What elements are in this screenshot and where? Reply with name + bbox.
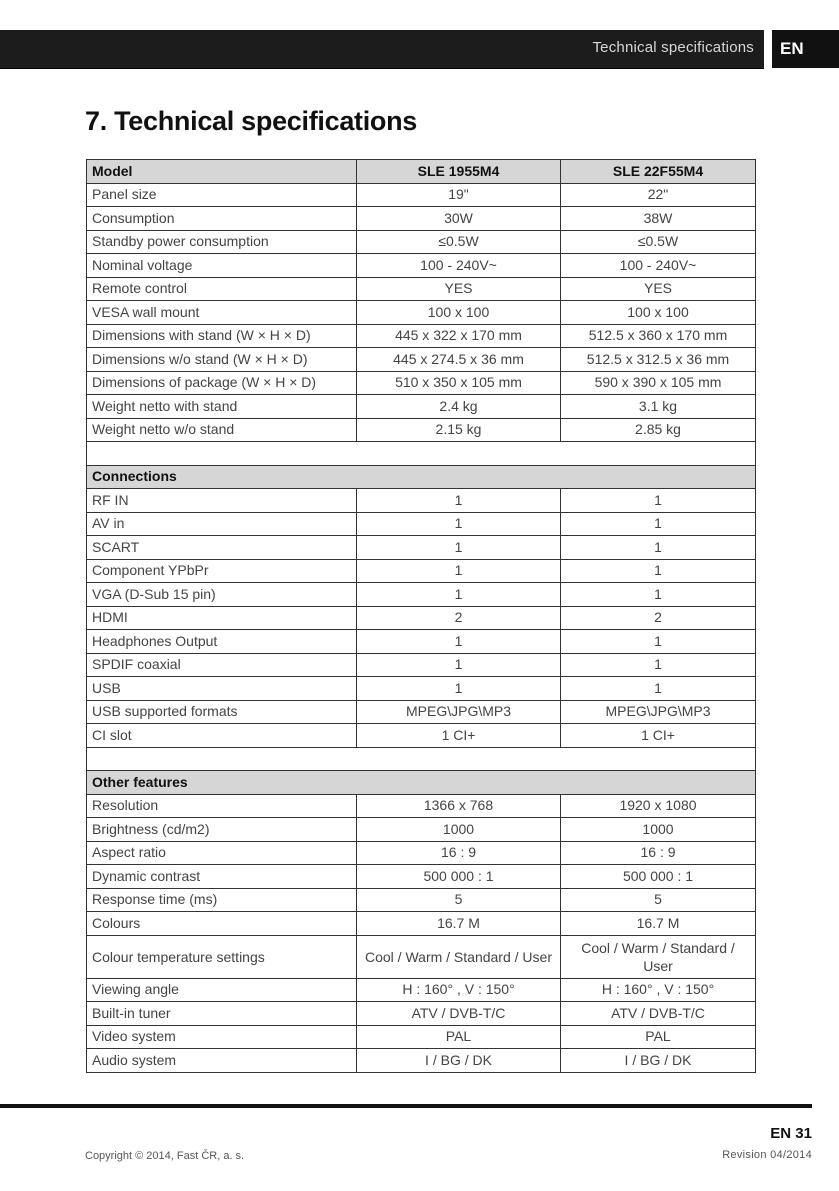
table-row: [87, 818, 756, 842]
section-title: Other features: [87, 771, 756, 795]
revision-label: Revision 04/2014: [722, 1149, 812, 1161]
table-row: [87, 489, 756, 513]
spec-label: Colour temperature settings: [87, 935, 357, 978]
spec-value-model-1: 16.7 M: [357, 912, 561, 936]
spec-label: SPDIF coaxial: [87, 653, 357, 677]
spacer-cell: [87, 747, 756, 771]
table-row: [87, 935, 756, 978]
spec-value-model-1: 100 - 240V~: [357, 254, 561, 278]
spec-value-model-2: 1000: [561, 818, 756, 842]
spec-label: Dimensions w/o stand (W × H × D): [87, 348, 357, 372]
table-row: [87, 277, 756, 301]
page-title: 7. Technical specifications: [85, 106, 418, 136]
table-row: [87, 348, 756, 372]
table-row: [87, 254, 756, 278]
spec-value-model-1: 1: [357, 559, 561, 583]
spec-value-model-1: ATV / DVB-T/C: [357, 1002, 561, 1026]
table-row: [87, 653, 756, 677]
spec-value-model-1: Cool / Warm / Standard / User: [357, 935, 561, 978]
model-name: SLE 22F55M4: [561, 160, 756, 184]
spec-value-model-2: 590 x 390 x 105 mm: [561, 371, 756, 395]
spec-label: Response time (ms): [87, 888, 357, 912]
spec-label: Standby power consumption: [87, 230, 357, 254]
spec-value-model-1: 510 x 350 x 105 mm: [357, 371, 561, 395]
spec-value-model-2: 500 000 : 1: [561, 865, 756, 889]
copyright-notice: Copyright © 2014, Fast ČR, a. s.: [85, 1150, 245, 1162]
spec-label: Colours: [87, 912, 357, 936]
spec-label: Viewing angle: [87, 978, 357, 1002]
spec-label: Resolution: [87, 794, 357, 818]
spec-label: Video system: [87, 1025, 357, 1049]
spec-value-model-1: 1: [357, 512, 561, 536]
spec-label: Weight netto with stand: [87, 395, 357, 419]
table-row: [87, 1002, 756, 1026]
spec-value-model-1: 19": [357, 183, 561, 207]
spec-value-model-1: 1 CI+: [357, 724, 561, 748]
spec-label: CI slot: [87, 724, 357, 748]
language-tab: EN: [772, 30, 839, 68]
spec-value-model-2: 1: [561, 630, 756, 654]
spec-value-model-1: 16 : 9: [357, 841, 561, 865]
section-header-row: [87, 465, 756, 489]
spec-value-model-1: PAL: [357, 1025, 561, 1049]
spec-value-model-2: 16.7 M: [561, 912, 756, 936]
section-title: Connections: [87, 465, 756, 489]
table-row: [87, 301, 756, 325]
spec-value-model-1: 30W: [357, 207, 561, 231]
spec-value-model-1: 2.4 kg: [357, 395, 561, 419]
spec-label: VGA (D-Sub 15 pin): [87, 583, 357, 607]
spec-value-model-2: 1: [561, 653, 756, 677]
spec-value-model-1: 445 x 274.5 x 36 mm: [357, 348, 561, 372]
spec-label: Built-in tuner: [87, 1002, 357, 1026]
spec-value-model-2: 1: [561, 489, 756, 513]
spec-label: USB: [87, 677, 357, 701]
spec-value-model-2: 1: [561, 583, 756, 607]
spec-value-model-1: I / BG / DK: [357, 1049, 561, 1073]
spec-value-model-1: YES: [357, 277, 561, 301]
table-row: [87, 841, 756, 865]
header-section-title: Technical specifications: [592, 39, 754, 56]
spacer-row: [87, 442, 756, 466]
spec-label: RF IN: [87, 489, 357, 513]
model-name: SLE 1955M4: [357, 160, 561, 184]
spec-value-model-1: 5: [357, 888, 561, 912]
spec-label: Consumption: [87, 207, 357, 231]
spec-value-model-2: 1920 x 1080: [561, 794, 756, 818]
spec-label: Aspect ratio: [87, 841, 357, 865]
spec-value-model-2: 1 CI+: [561, 724, 756, 748]
spec-value-model-2: MPEG\JPG\MP3: [561, 700, 756, 724]
spec-label: Dimensions with stand (W × H × D): [87, 324, 357, 348]
table-row: [87, 978, 756, 1002]
spec-value-model-1: 2.15 kg: [357, 418, 561, 442]
spec-value-model-2: Cool / Warm / Standard / User: [561, 935, 756, 978]
spec-label: Dimensions of package (W × H × D): [87, 371, 357, 395]
spec-value-model-1: 1000: [357, 818, 561, 842]
spec-value-model-1: 2: [357, 606, 561, 630]
spec-label: USB supported formats: [87, 700, 357, 724]
page-number: EN 31: [770, 1125, 812, 1142]
table-row: [87, 700, 756, 724]
spec-value-model-1: 1: [357, 489, 561, 513]
table-row: [87, 724, 756, 748]
spec-label: Nominal voltage: [87, 254, 357, 278]
table-row: [87, 183, 756, 207]
spec-value-model-1: MPEG\JPG\MP3: [357, 700, 561, 724]
spec-value-model-1: 1: [357, 536, 561, 560]
table-row: [87, 371, 756, 395]
spec-value-model-1: H : 160° , V : 150°: [357, 978, 561, 1002]
table-row: [87, 207, 756, 231]
spec-value-model-2: 5: [561, 888, 756, 912]
table-row: [87, 512, 756, 536]
spec-value-model-2: 512.5 x 312.5 x 36 mm: [561, 348, 756, 372]
table-row: [87, 1025, 756, 1049]
table-row: [87, 395, 756, 419]
table-header-row: [87, 160, 756, 184]
spec-value-model-2: 512.5 x 360 x 170 mm: [561, 324, 756, 348]
table-row: [87, 794, 756, 818]
spec-value-model-2: 3.1 kg: [561, 395, 756, 419]
spec-value-model-2: 100 x 100: [561, 301, 756, 325]
spec-label: Headphones Output: [87, 630, 357, 654]
spec-value-model-2: ≤0.5W: [561, 230, 756, 254]
spec-value-model-1: 445 x 322 x 170 mm: [357, 324, 561, 348]
spec-value-model-1: 1: [357, 677, 561, 701]
table-row: [87, 536, 756, 560]
spec-label: Panel size: [87, 183, 357, 207]
header-bar: [0, 30, 764, 69]
spec-value-model-1: ≤0.5W: [357, 230, 561, 254]
spec-label: Dynamic contrast: [87, 865, 357, 889]
spacer-cell: [87, 442, 756, 466]
model-label: Model: [87, 160, 357, 184]
table-row: [87, 559, 756, 583]
spec-label: HDMI: [87, 606, 357, 630]
spec-value-model-2: H : 160° , V : 150°: [561, 978, 756, 1002]
spec-label: Remote control: [87, 277, 357, 301]
spec-label: Audio system: [87, 1049, 357, 1073]
spec-value-model-2: 22": [561, 183, 756, 207]
spec-label: Component YPbPr: [87, 559, 357, 583]
spec-label: Brightness (cd/m2): [87, 818, 357, 842]
spec-value-model-2: 1: [561, 677, 756, 701]
spec-value-model-2: 1: [561, 559, 756, 583]
table-row: [87, 606, 756, 630]
spec-label: AV in: [87, 512, 357, 536]
spec-label: SCART: [87, 536, 357, 560]
table-row: [87, 418, 756, 442]
spec-table: [86, 159, 756, 1073]
spec-value-model-2: PAL: [561, 1025, 756, 1049]
spec-value-model-2: 1: [561, 536, 756, 560]
section-header-row: [87, 771, 756, 795]
spec-value-model-1: 500 000 : 1: [357, 865, 561, 889]
spec-value-model-1: 1: [357, 630, 561, 654]
spec-value-model-2: 2.85 kg: [561, 418, 756, 442]
spec-value-model-2: 2: [561, 606, 756, 630]
table-row: [87, 583, 756, 607]
table-row: [87, 677, 756, 701]
table-row: [87, 230, 756, 254]
table-row: [87, 1049, 756, 1073]
table-row: [87, 888, 756, 912]
spec-value-model-2: YES: [561, 277, 756, 301]
spec-label: Weight netto w/o stand: [87, 418, 357, 442]
spec-value-model-2: 1: [561, 512, 756, 536]
table-row: [87, 324, 756, 348]
spec-label: VESA wall mount: [87, 301, 357, 325]
table-row: [87, 630, 756, 654]
table-row: [87, 912, 756, 936]
spec-value-model-1: 100 x 100: [357, 301, 561, 325]
footer-divider: [0, 1104, 812, 1108]
spec-value-model-1: 1366 x 768: [357, 794, 561, 818]
spec-value-model-1: 1: [357, 653, 561, 677]
spacer-row: [87, 747, 756, 771]
table-row: [87, 865, 756, 889]
spec-value-model-2: 100 - 240V~: [561, 254, 756, 278]
spec-value-model-1: 1: [357, 583, 561, 607]
spec-value-model-2: I / BG / DK: [561, 1049, 756, 1073]
spec-value-model-2: 16 : 9: [561, 841, 756, 865]
spec-value-model-2: ATV / DVB-T/C: [561, 1002, 756, 1026]
spec-value-model-2: 38W: [561, 207, 756, 231]
